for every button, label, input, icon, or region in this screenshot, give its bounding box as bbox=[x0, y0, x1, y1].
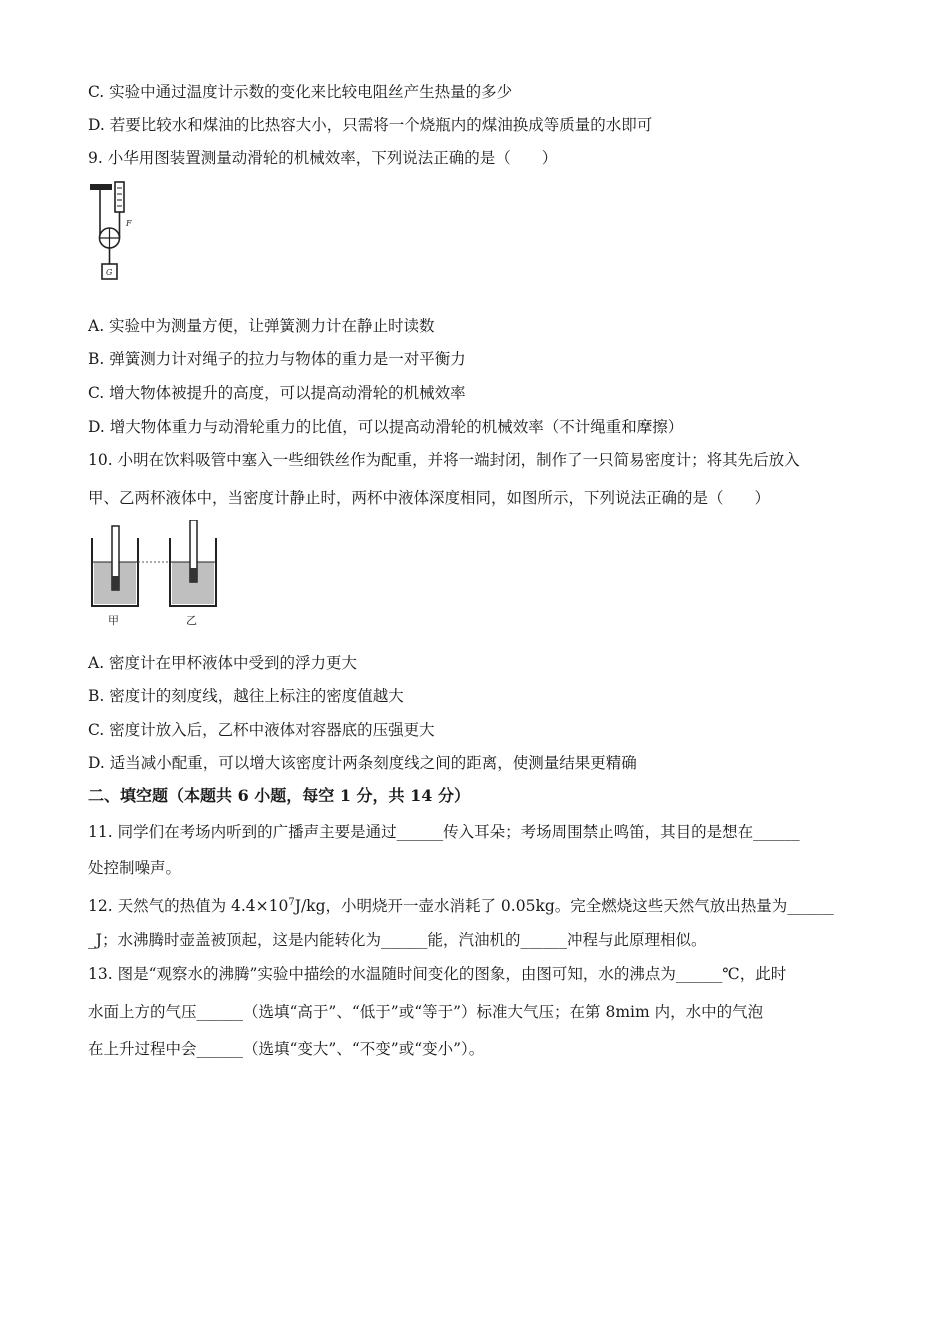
q12-line1 bbox=[88, 893, 834, 916]
q10-stem-line2: 甲、乙两杯液体中，当密度计静止时，两杯中液体深度相同，如图所示，下列说法正确的是（ ） bbox=[88, 489, 771, 507]
q10-option-b: B. 密度计的刻度线，越往上标注的密度值越大 bbox=[88, 687, 404, 705]
label-g: G bbox=[106, 268, 113, 277]
q13-line3: 在上升过程中会______（选填“变大”、“不变”或“变小”）。 bbox=[88, 1040, 485, 1058]
q13-line1: 13. 图是“观察水的沸腾”实验中描绘的水温随时间变化的图象，由图可知，水的沸点为______℃，此时 bbox=[88, 965, 787, 983]
q11-line2: 处控制噪声。 bbox=[88, 859, 182, 877]
q10-option-c: C. 密度计放入后，乙杯中液体对容器底的压强更大 bbox=[88, 721, 435, 739]
pulley-figure bbox=[88, 180, 138, 284]
q9-option-c: C. 增大物体被提升的高度，可以提高动滑轮的机械效率 bbox=[88, 384, 466, 402]
q13-line2: 水面上方的气压______（选填“高于”、“低于”或“等于”）标准大气压；在第 8mim 内，水中的气泡 bbox=[88, 1003, 764, 1021]
q10-option-d: D. 适当减小配重，可以增大该密度计两条刻度线之间的距离，使测量结果更精确 bbox=[88, 754, 637, 772]
q9-option-b: B. 弹簧测力计对绳子的拉力与物体的重力是一对平衡力 bbox=[88, 350, 466, 368]
q9-option-a: A. 实验中为测量方便，让弹簧测力计在静止时读数 bbox=[88, 317, 435, 335]
spring-scale bbox=[115, 182, 124, 212]
q10-option-a: A. 密度计在甲杯液体中受到的浮力更大 bbox=[88, 654, 358, 672]
q10-stem-line1: 10. 小明在饮料吸管中塞入一些细铁丝作为配重，并将一端封闭，制作了一只简易密度计；将其先后放入 bbox=[88, 451, 800, 469]
q9-option-d: D. 增大物体重力与动滑轮重力的比值，可以提高动滑轮的机械效率（不计绳重和摩擦） bbox=[88, 418, 684, 436]
q8-option-d: D. 若要比较水和煤油的比热容大小，只需将一个烧瓶内的煤油换成等质量的水即可 bbox=[88, 116, 653, 134]
q12-line2: _J；水沸腾时壶盖被顶起，这是内能转化为______能，汽油机的______冲程与此原理相似。 bbox=[88, 931, 707, 949]
label-jia: 甲 bbox=[108, 614, 119, 627]
label-f: F bbox=[126, 219, 132, 228]
q9-stem: 9. 小华用图装置测量动滑轮的机械效率，下列说法正确的是（ ） bbox=[88, 149, 558, 167]
q12-line1-a: 12. 天然气的热值为 4.4×10 bbox=[88, 897, 289, 916]
q12-exponent: 7 bbox=[288, 897, 295, 908]
q11-line1: 11. 同学们在考场内听到的广播声主要是通过______传入耳朵；考场周围禁止鸣笛，其目的是想在______ bbox=[88, 823, 800, 841]
hydrometer-figure bbox=[88, 520, 222, 630]
label-yi: 乙 bbox=[186, 614, 197, 627]
section-heading: 二、填空题（本题共 6 小题，每空 1 分，共 14 分） bbox=[88, 786, 470, 805]
q12-line1-b: J/kg，小明烧开一壶水消耗了 0.05kg。完全燃烧这些天然气放出热量为______ bbox=[294, 897, 834, 916]
ceiling-bar bbox=[90, 184, 112, 190]
q8-option-c: C. 实验中通过温度计示数的变化来比较电阻丝产生热量的多少 bbox=[88, 83, 513, 101]
